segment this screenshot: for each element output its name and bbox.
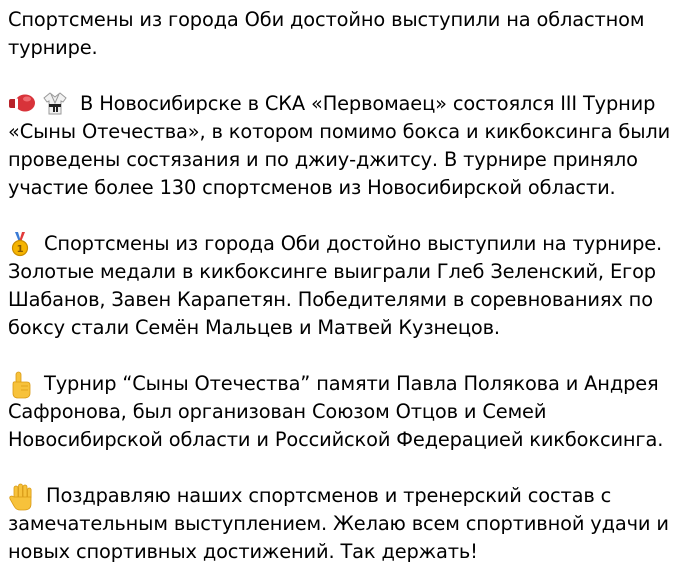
paragraph-winners-text: Спортсмены из города Оби достойно выступили на турнире. Золотые медали в кикбоксинге выиграли Глеб Зеленский, Егор Шабанов, Завен Карапетян. Победителями в соревнованиях по боксу стали Семён Мальцев и Матвей Кузнецов. — [8, 232, 663, 339]
medal-icon — [8, 231, 32, 255]
boxing-glove-icon — [8, 91, 36, 115]
paragraph-tournament-text: В Новосибирске в СКА «Первомаец» состоялся III Турнир «Сыны Отечества», в котором помимо бокса и кикбоксинга были проведены состязания и по джиу-джитсу. В турнире приняло участие более 130 спортсменов из Новосибирской области. — [8, 92, 671, 199]
raised-hand-icon — [8, 483, 34, 507]
paragraph-congratulations — [8, 482, 684, 566]
paragraph-organizers — [8, 370, 684, 454]
martial-arts-uniform-icon — [42, 91, 68, 115]
paragraph-tournament — [8, 90, 684, 202]
paragraph-congratulations-text: Поздравляю наших спортсменов и тренерский состав с замечательным выступлением. Желаю всем спортивной удачи и новых спортивных достижений. Так держать! — [8, 484, 669, 563]
svg-text:1: 1 — [16, 244, 24, 255]
paragraph-winners — [8, 230, 684, 342]
intro-text: Спортсмены из города Оби достойно выступили на областном турнире. — [8, 8, 645, 59]
post-intro — [8, 6, 684, 62]
paragraph-organizers-text: Турнир “Сыны Отечества” памяти Павла Полякова и Андрея Сафронова, был организован Союзом Отцов и Семей Новосибирской области и Российской Федерацией кикбоксинга. — [8, 372, 664, 451]
pointing-up-hand-icon — [8, 371, 32, 395]
